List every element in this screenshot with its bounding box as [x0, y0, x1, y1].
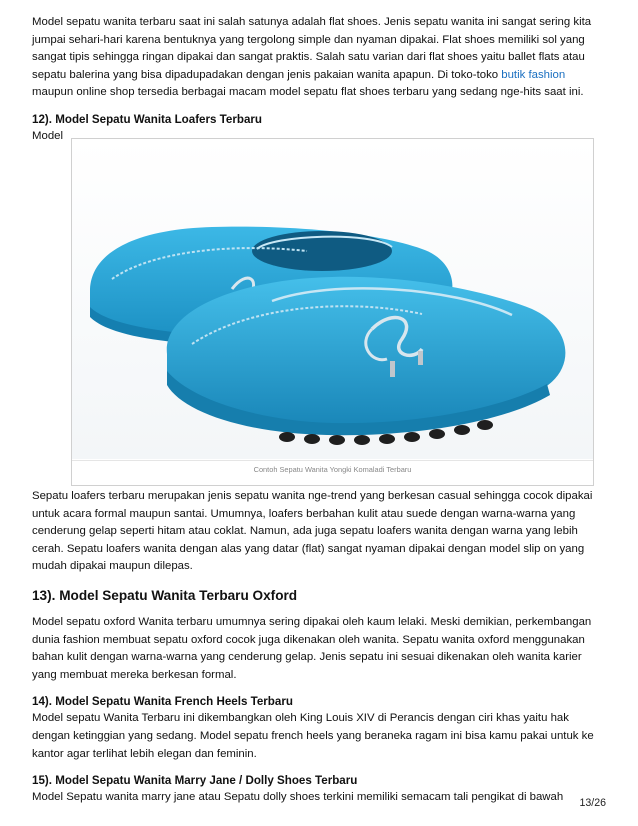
section-14-text: Model sepatu Wanita Terbaru ini dikembangkan oleh King Louis XIV di Perancis dengan ciri khas yaitu hak dengan ketinggian yang sedang. Model sepatu french heels yang beraneka ragam ini bisa kamu pakai untuk ke kantor agar terlihat lebih elegan dan feminin. [32, 712, 594, 760]
section-15-heading: 15). Model Sepatu Wanita Marry Jane / Dolly Shoes Terbaru [32, 774, 358, 788]
page-bottom [32, 488, 607, 817]
loafers-image [72, 139, 593, 459]
figure-caption: Contoh Sepatu Wanita Yongki Komaladi Terbaru [72, 460, 593, 478]
section-13-heading: 13). Model Sepatu Wanita Terbaru Oxford [32, 587, 298, 603]
shoe-figure [71, 138, 594, 486]
section-12-heading: 12). Model Sepatu Wanita Loafers Terbaru [32, 112, 262, 126]
page-number: 13/26 [579, 797, 606, 809]
section-12-text: Sepatu loafers terbaru merupakan jenis sepatu wanita nge-trend yang berkesan casual sehingga cocok dipakai untuk acara formal maupun santai. Umumnya, loafers berbahan kulit atau suede dengan warna-warna yang cenderung gelap seperti hitam atau coklat. Namun, ada juga sepatu loafers wanita dengan warna yang lebih cerah. Sepatu loafers wanita dengan alas yang datar (flat) sangat nyaman dipakai dengan model slip on yang mudah dipakai maupun dilepas. [32, 490, 593, 573]
section-15-text: Model Sepatu wanita marry jane atau Sepatu dolly shoes terkini memiliki semacam tali pengikat di bawah [32, 791, 564, 804]
intro-text-1: Model sepatu wanita terbaru saat ini salah satunya adalah flat shoes. Jenis sepatu wanita ini sangat sering kita jumpai sehari-hari karena bentuknya yang tergolong simple dan nyaman dipakai. Flat shoes memiliki sol yang sangat tipis sehingga ringan dipakai dan sangat praktis. Salah satu varian dari flat shoes yaitu ballet flats atau sepatu balerina yang bisa dipadupadakan dengan jenis pakaian wanita apapun. Di toko-toko [32, 16, 592, 81]
butik-fashion-link[interactable]: butik fashion [501, 68, 566, 81]
intro-paragraph [32, 14, 607, 102]
front-shoe [167, 277, 566, 435]
page-top [32, 14, 607, 144]
intro-text-2: maupun online shop tersedia berbagai macam model sepatu flat shoes terbaru yang sedang nge-hits saat ini. [32, 86, 584, 99]
section-14-heading: 14). Model Sepatu Wanita French Heels Terbaru [32, 695, 293, 709]
section-12-label: Model [32, 129, 64, 142]
section-13-text: Model sepatu oxford Wanita terbaru umumnya sering dipakai oleh kaum lelaki. Meski demikian, perkembangan dunia fashion membuat sepatu oxford cocok juga dikenakan oleh wanita. Sepatu wanita oxford menggunakan bahan kulit dengan warna-warna yang cenderung gelap. Jenis sepatu ini sesuai dikenakan oleh wanita karier yang membuat mereka berkesan formal. [32, 615, 592, 681]
